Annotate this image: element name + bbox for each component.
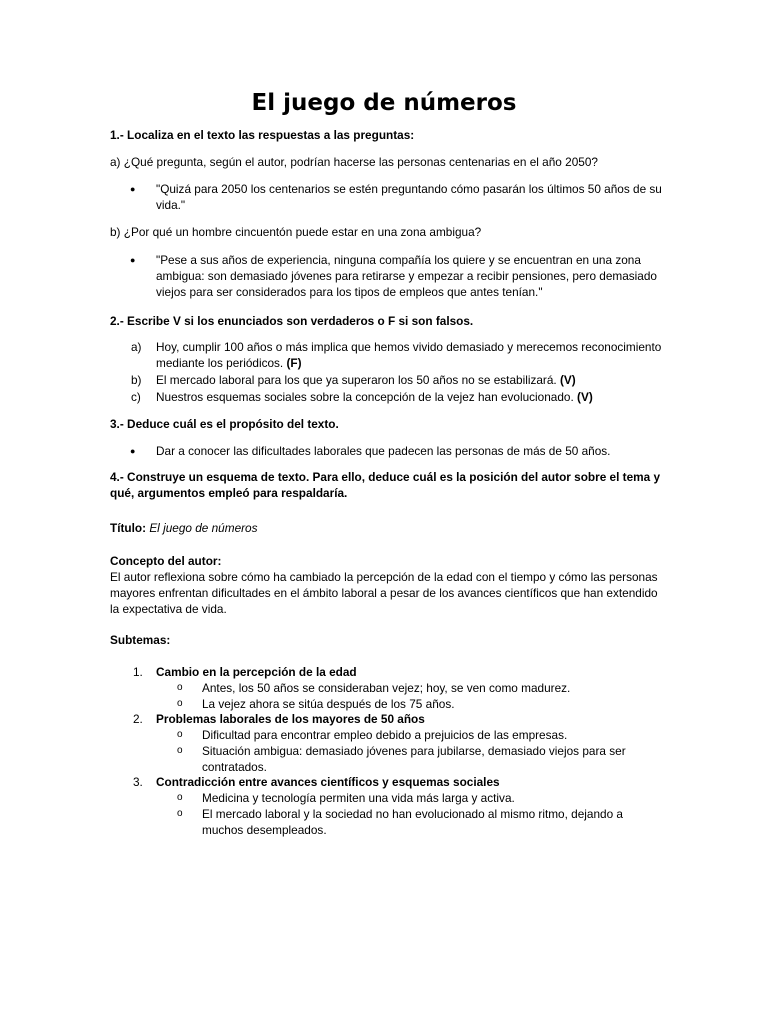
titulo-label: Título:: [110, 521, 147, 535]
circle-bullet-icon: o: [177, 682, 183, 693]
list-item: [156, 389, 666, 405]
q2-heading: 2.- Escribe V si los enunciados son verdaderos o F si son falsos.: [110, 314, 474, 328]
circle-bullet-icon: o: [177, 808, 183, 819]
list-marker: b): [131, 373, 142, 387]
q1-b-answer: "Pese a sus años de experiencia, ninguna compañía los quiere y se encuentran en una zona ambigua: son demasiado jóvenes para retirarse y empezar a recibir pensiones, pero demasiado viejos para ser considerados para los tipos de empleos que antes tenían.": [156, 253, 657, 299]
circle-bullet-icon: o: [177, 792, 183, 803]
subtema-point: Dificultad para encontrar empleo debido a prejuicios de las empresas.: [202, 728, 568, 742]
subtema-title: Problemas laborales de los mayores de 50 años: [156, 712, 425, 726]
q1-b-question: b) ¿Por qué un hombre cincuentón puede estar en una zona ambigua?: [110, 225, 482, 239]
subtema-title: Contradicción entre avances científicos y esquemas sociales: [156, 775, 500, 789]
titulo-line: [110, 520, 670, 536]
q1-a-question: a) ¿Qué pregunta, según el autor, podrían hacerse las personas centenarias en el año 2050?: [110, 155, 598, 169]
list-number: 1.: [133, 665, 143, 679]
concepto-label: Concepto del autor:: [110, 554, 222, 568]
answer-tag: (F): [286, 356, 302, 370]
circle-bullet-icon: o: [177, 729, 183, 740]
subtema-point: El mercado laboral y la sociedad no han evolucionado al mismo ritmo, dejando a muchos desempleados.: [202, 807, 623, 837]
bullet-icon: ●: [130, 184, 136, 194]
statement-text: Hoy, cumplir 100 años o más implica que hemos vivido demasiado y merecemos reconocimiento mediante los periódicos.: [156, 340, 662, 370]
statement-text: El mercado laboral para los que ya superaron los 50 años no se estabilizará.: [156, 373, 557, 387]
list-item: [156, 372, 666, 388]
subtema-point: La vejez ahora se sitúa después de los 75 años.: [202, 697, 455, 711]
q3-answer: Dar a conocer las dificultades laborales que padecen las personas de más de 50 años.: [156, 444, 611, 458]
q3-heading: 3.- Deduce cuál es el propósito del texto.: [110, 417, 339, 431]
list-item: [156, 339, 666, 371]
titulo-value: El juego de números: [149, 521, 258, 535]
list-marker: c): [131, 390, 141, 404]
q1-heading: 1.- Localiza en el texto las respuestas a las preguntas:: [110, 128, 415, 142]
list-number: 3.: [133, 775, 143, 789]
q1-a-answer: "Quizá para 2050 los centenarios se estén preguntando cómo pasarán los últimos 50 años de su vida.": [156, 182, 662, 212]
answer-tag: (V): [577, 390, 593, 404]
q4-heading: 4.- Construye un esquema de texto. Para ello, deduce cuál es la posición del autor sobre el tema y qué, argumentos empleó para respaldaría.: [110, 470, 661, 500]
subtema-point: Situación ambigua: demasiado jóvenes para jubilarse, demasiado viejos para ser contratados.: [202, 744, 626, 774]
concepto-text: El autor reflexiona sobre cómo ha cambiado la percepción de la edad con el tiempo y cómo las personas mayores enfrentan dificultades en el ámbito laboral a pesar de los avances científicos que han extendido la expectativa de vida.: [110, 570, 658, 616]
circle-bullet-icon: o: [177, 698, 183, 709]
subtema-title: Cambio en la percepción de la edad: [156, 665, 357, 679]
list-number: 2.: [133, 712, 143, 726]
answer-tag: (V): [559, 373, 576, 387]
page-title: El juego de números: [251, 90, 517, 116]
bullet-icon: ●: [130, 446, 136, 456]
subtemas-label: Subtemas:: [110, 633, 171, 647]
statement-text: Nuestros esquemas sociales sobre la concepción de la vejez han evolucionado.: [156, 390, 574, 404]
list-marker: a): [131, 340, 142, 354]
subtema-point: Medicina y tecnología permiten una vida más larga y activa.: [202, 791, 515, 805]
circle-bullet-icon: o: [177, 745, 183, 756]
bullet-icon: ●: [130, 255, 136, 265]
subtema-point: Antes, los 50 años se consideraban vejez; hoy, se ven como madurez.: [202, 681, 571, 695]
